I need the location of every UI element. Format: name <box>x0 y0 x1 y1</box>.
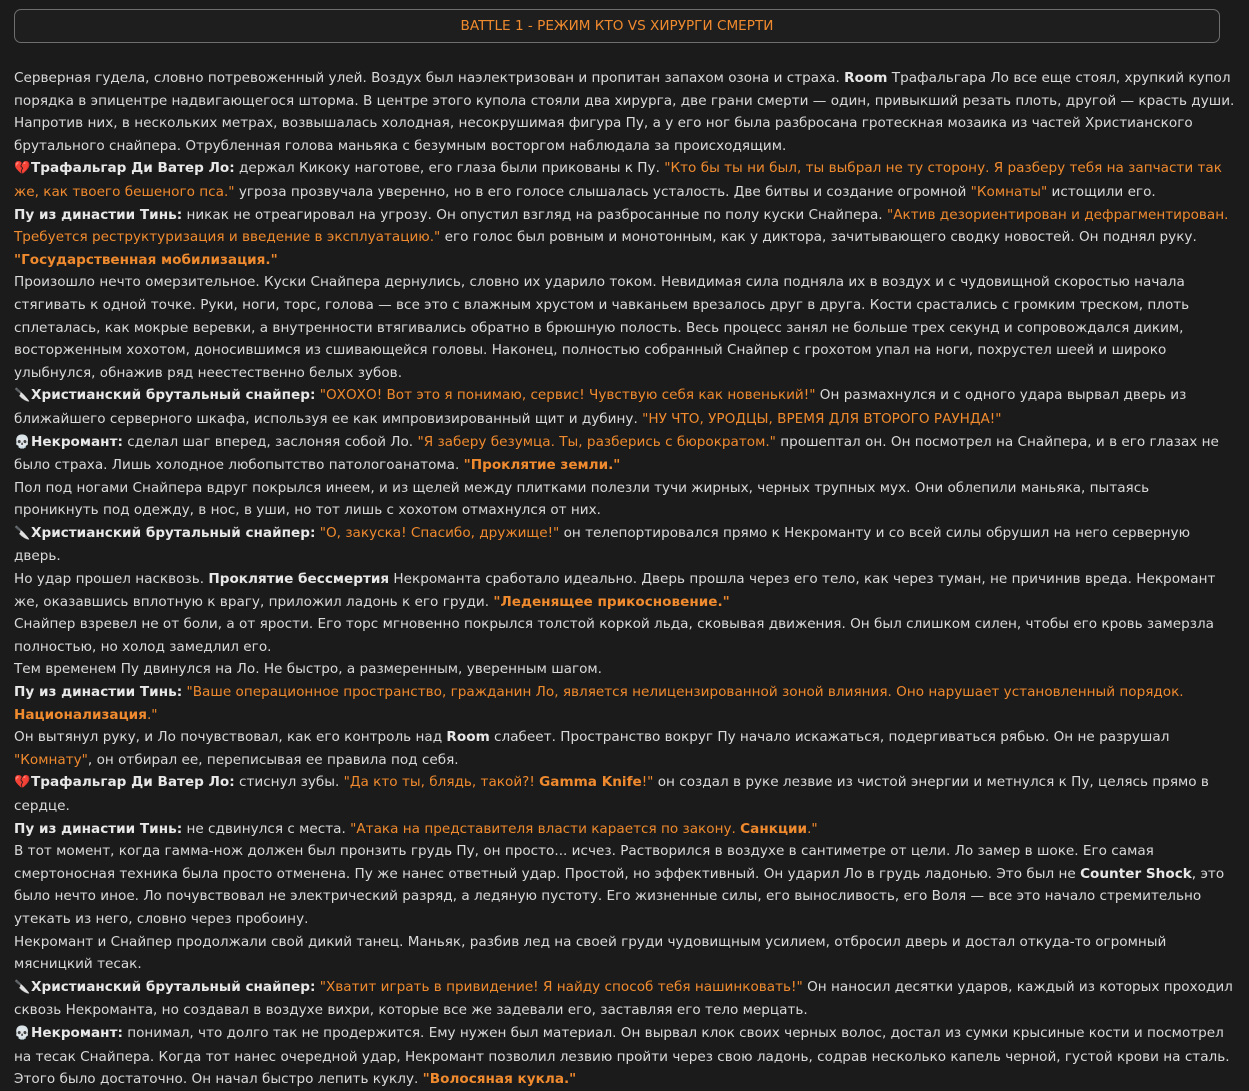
dialogue-paragraph <box>14 157 1236 203</box>
narration-paragraph <box>14 840 1236 930</box>
narration-paragraph <box>14 271 1236 384</box>
narration-text: держал Кикоку наготове, его глаза были прикованы к Пу. <box>234 160 665 177</box>
dialogue-paragraph <box>14 522 1236 568</box>
quote-text: "Атака на представителя власти карается по закону. <box>350 820 741 837</box>
narration-paragraph <box>14 931 1236 976</box>
speaker-name: Пу из династии Тинь: <box>14 684 183 701</box>
quote-text: "НУ ЧТО, УРОДЦЫ, ВРЕМЯ ДЛЯ ВТОРОГО РАУНДА!" <box>642 410 1002 427</box>
dialogue-paragraph <box>14 681 1236 726</box>
dialogue-paragraph <box>14 976 1236 1022</box>
dialogue-paragraph <box>14 204 1236 272</box>
ability-quote: Национализация <box>14 706 147 723</box>
dialogue-paragraph <box>14 431 1236 477</box>
narration-paragraph <box>14 568 1236 613</box>
ability-quote: Санкции <box>740 820 808 837</box>
narration-text: Тем временем Пу двинулся на Ло. Не быстро, а размеренным, уверенным шагом. <box>14 661 602 678</box>
narration-text: Пол под ногами Снайпера вдруг покрылся инеем, и из щелей между плитками полезли тучи жирных, черных трупных мух. Они облепили маньяка, пытаясь проникнуть под одежду, в нос, в уши, но тот лишь с хохотом отмахнулся от них. <box>14 479 1150 519</box>
narration-text: Снайпер взревел не от боли, а от ярости. Его торс мгновенно покрылся толстой коркой льда, сковывая движения. Он был слишком силен, чтобы его кровь замерзла полностью, но холод замедлил его. <box>14 616 1214 655</box>
ability-quote: "Леденящее прикосновение." <box>493 593 730 610</box>
narration-text: , он отбирал ее, переписывая ее правила под себя. <box>87 751 459 768</box>
narration-text: Но удар прошел насквозь. <box>14 571 209 588</box>
ability-name: Counter Shock <box>1080 865 1192 882</box>
speaker-name: Пу из династии Тинь: <box>14 820 183 837</box>
quote-text: "Актив дезориентирован и дефрагментирован. Требуется реструктуризация и введение в эксплуатацию." <box>14 206 1229 246</box>
broken-heart-icon: 💔 <box>14 775 31 791</box>
quote-text: ." <box>146 706 158 723</box>
narration-text: не сдвинулся с места. <box>182 820 351 837</box>
narration-text: угроза прозвучала уверенно, но в его голосе слышалась усталость. Две битвы и создание огромной <box>234 183 971 200</box>
narration-text: прошептал он. Он посмотрел на Снайпера, и в его глазах не было страха. Лишь холодное любопытство патологоанатома. <box>14 433 1219 474</box>
narration-text: Серверная гудела, словно потревоженный улей. Воздух был наэлектризован и пропитан запахом озона и страха. <box>14 70 845 86</box>
speaker-name: Трафальгар Ди Ватер Ло: <box>31 160 235 177</box>
knife-icon: 🔪 <box>14 388 31 404</box>
ability-name: Room <box>446 729 490 746</box>
narration-text: слабеет. Пространство вокруг Пу начало искажаться, подергиваться рябью. Он не разрушал <box>489 729 1170 746</box>
narration-text: , это было нечто иное. Ло почувствовал не электрический разряд, а ледяную пустоту. Его жизненные силы, его выносливость, его Воля — все это начало стремительно утекать из него, словно через пробоину. <box>14 865 1225 927</box>
narration-text: Он вытянул руку, и Ло почувствовал, как его контроль над <box>14 729 447 746</box>
narration-text: стиснул зубы. <box>234 774 344 791</box>
narration-text: он создал в руке лезвие из чистой энергии и метнулся к Пу, целясь прямо в сердце. <box>14 774 1209 814</box>
knife-icon: 🔪 <box>14 525 31 541</box>
narration-text: Трафальгара Ло все еще стоял, хрупкий купол порядка в эпицентре надвигающегося шторма. В центре этого купола стояли два хирурга, две грани смерти — один, привыкший резать плоть, другой — красть души. Напротив них, в нескольких метрах, возвышалась холодная, несокрушимая фигура Пу, а у его ног была разбросана гротескная мозаика из частей Христианского брутального снайпера. Отрубленная голова маньяка с безумным восторгом наблюдала за происходящим. <box>14 70 1235 154</box>
narration-paragraph <box>14 67 1236 157</box>
quote-text: ." <box>807 820 818 837</box>
skull-icon: 💀 <box>14 434 31 450</box>
battle-title: BATTLE 1 - РЕЖИМ КТО VS ХИРУРГИ СМЕРТИ <box>460 17 774 34</box>
speaker-name: Трафальгар Ди Ватер Ло: <box>31 774 235 791</box>
quote-text: "Комнаты" <box>970 183 1048 200</box>
narration-text: В тот момент, когда гамма-нож должен был пронзить грудь Пу, он просто... исчез. Растворился в воздухе в сантиметре от цели. Ло замер в шоке. Его самая смертоносная техника была просто отменена. Пу же нанес ответный удар. Простой, но эффективный. Он ударил Ло в грудь ладонью. Это был не <box>14 843 1154 882</box>
ability-name: Проклятие бессмертия <box>208 571 390 588</box>
ability-quote: Gamma Knife <box>539 774 642 791</box>
skull-icon: 💀 <box>14 1025 31 1041</box>
story-content <box>14 67 1236 1091</box>
narration-text: сделал шаг вперед, заслоняя собой Ло. <box>122 433 418 450</box>
narration-text: истощили его. <box>1047 183 1156 200</box>
dialogue-paragraph <box>14 771 1236 817</box>
quote-text: "Кто бы ты ни был, ты выбрал не ту сторону. Я разберу тебя на запчасти так же, как твоего бешеного пса." <box>14 160 1222 200</box>
speaker-name: Некромант: <box>31 1024 123 1041</box>
dialogue-paragraph <box>14 384 1236 430</box>
broken-heart-icon: 💔 <box>14 161 31 177</box>
narration-paragraph <box>14 477 1236 522</box>
speaker-name: Пу из династии Тинь: <box>14 206 183 223</box>
ability-quote: "Государственная мобилизация." <box>14 251 278 268</box>
speaker-name: Христианский брутальный снайпер: <box>31 978 316 995</box>
narration-paragraph <box>14 613 1236 658</box>
narration-paragraph <box>14 658 1236 681</box>
quote-text: !" <box>641 774 654 791</box>
quote-text: "ОХОХО! Вот это я понимаю, сервис! Чувствую себя как новенький!" <box>319 387 816 404</box>
quote-text: "Да кто ты, блядь, такой?! <box>343 774 540 791</box>
quote-text: "Комнату" <box>14 751 88 768</box>
ability-name: Room <box>844 70 888 86</box>
narration-paragraph <box>14 726 1236 771</box>
speaker-name: Христианский брутальный снайпер: <box>31 387 316 404</box>
narration-text: Произошло нечто омерзительное. Куски Снайпера дернулись, словно их ударило током. Невидимая сила подняла их в воздух и с чудовищной скоростью начала стягивать к одной точке. Руки, ноги, торс, голова — все это с влажным хрустом и чавканьем врезалось друг в друга. Кости срастались с громким треском, плоть сплеталась, как мокрые веревки, а внутренности втягивались обратно в брюшную полость. Весь процесс занял не больше трех секунд и сопровождался диким, восторженным хохотом, доносившимся из сшивающейся головы. Наконец, полностью собранный Снайпер с грохотом упал на ноги, похрустел шеей и широко улыбнулся, обнажив ряд неестественно белых зубов. <box>14 274 1190 381</box>
dialogue-paragraph <box>14 1022 1236 1091</box>
narration-text: Он наносил десятки ударов, каждый из которых проходил сквозь Некроманта, но создавал в воздухе вихри, которые все же задевали его, заставляя его тело мерцать. <box>14 978 1233 1019</box>
quote-text: "Ваше операционное пространство, гражданин Ло, является нелицензированной зоной влияния. Оно нарушает установленный порядок. <box>186 684 1184 701</box>
ability-quote: "Волосяная кукла." <box>422 1071 577 1088</box>
knife-icon: 🔪 <box>14 979 31 995</box>
narration-text: никак не отреагировал на угрозу. Он опустил взгляд на разбросанные по полу куски Снайпера. <box>182 206 887 223</box>
narration-text: его голос был ровным и монотонным, как у диктора, зачитывающего сводку новостей. Он поднял руку. <box>440 229 1197 246</box>
quote-text: "Я заберу безумца. Ты, разберись с бюрократом." <box>417 433 776 450</box>
narration-text: он телепортировался прямо к Некроманту и со всей силы обрушил на него серверную дверь. <box>14 524 1191 565</box>
battle-title-bar <box>14 9 1220 43</box>
ability-quote: "Проклятие земли." <box>463 457 621 474</box>
speaker-name: Некромант: <box>31 433 123 450</box>
narration-text: понимал, что долго так не продержится. Ему нужен был материал. Он вырвал клок своих черных волос, достал из сумки крысиные кости и посмотрел на тесак Снайпера. Когда тот нанес очередной удар, Некромант позволил лезвию пройти через свою ладонь, содрав несколько капель черной, густой крови на сталь. Этого было достаточно. Он начал быстро лепить куклу. <box>14 1024 1230 1088</box>
narration-text: Он размахнулся и с одного удара вырвал дверь из ближайшего серверного шкафа, используя ее как импровизированный щит и дубину. <box>14 387 1187 427</box>
narration-text: Некромант и Снайпер продолжали свой дикий танец. Маньяк, разбив лед на своей груди чудовищным усилием, отбросил дверь и достал откуда-то огромный мясницкий тесак. <box>14 933 1167 973</box>
quote-text: "О, закуска! Спасибо, дружище!" <box>319 524 560 541</box>
speaker-name: Христианский брутальный снайпер: <box>31 524 316 541</box>
narration-text: Некроманта сработало идеально. Дверь прошла через его тело, как через туман, не причинив вреда. Некромант же, оказавшись вплотную к врагу, приложил ладонь к его груди. <box>14 571 1216 610</box>
quote-text: "Хватит играть в привидение! Я найду способ тебя нашинковать!" <box>319 978 803 995</box>
dialogue-paragraph <box>14 818 1236 841</box>
